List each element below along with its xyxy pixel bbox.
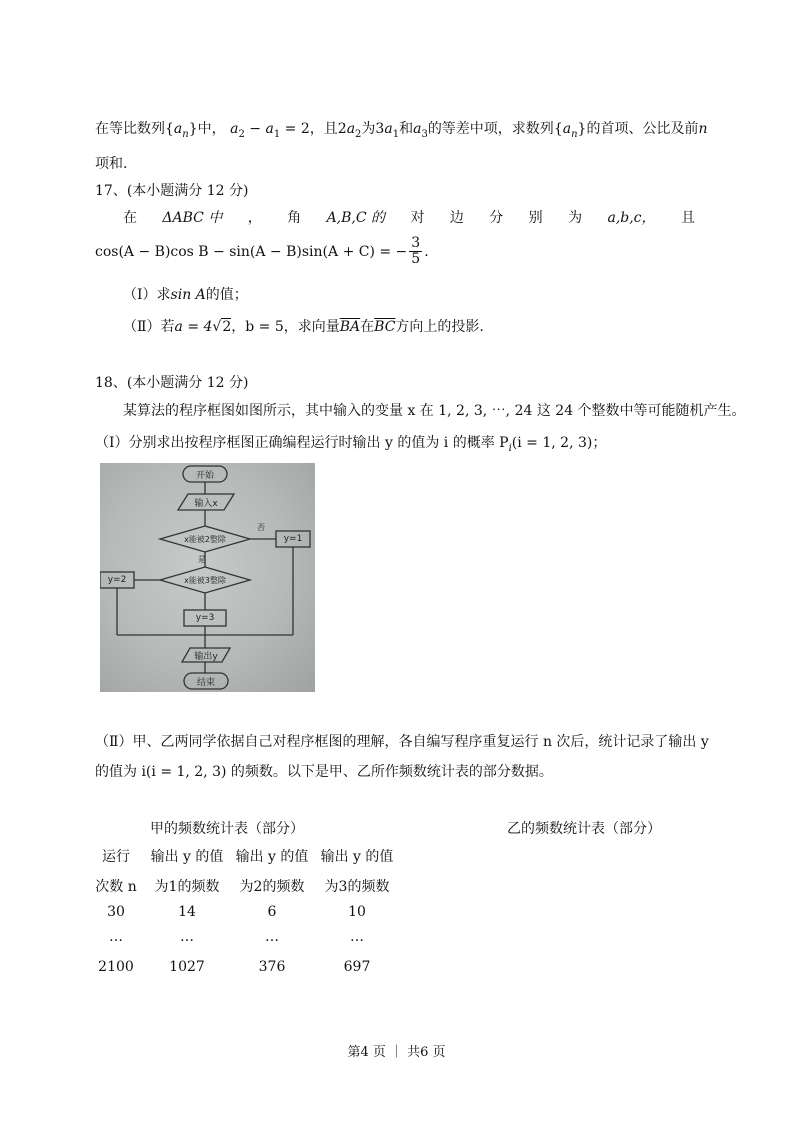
flow-out1: y=1 — [283, 534, 303, 544]
flow-cond2: x能被3整除 — [184, 575, 226, 585]
table-cell: … — [109, 929, 123, 945]
q17-part2: （Ⅱ）若a = 4√2，b = 5，求向量$\overline{BA}$在$\overline{BC}$方向上的投影. — [123, 319, 484, 335]
q17-header: 17、(本小题满分 12 分) — [95, 183, 249, 199]
q17-equation: cos(A − B)cos B − sin(A − B)sin(A + C) = − $\frac{3}{5}$ . — [95, 235, 429, 268]
fraction: $\frac{3}{5}$ — [411, 235, 421, 268]
table-cell: 10 — [348, 904, 366, 920]
q18-stem: 某算法的程序框图如图所示，其中输入的变量 x 在 1, 2, 3, ⋯, 24 这 24 个整数中等可能随机产生。 — [123, 403, 746, 419]
table-cell: 30 — [107, 904, 125, 920]
table-cell: 2100 — [98, 959, 134, 975]
table-cell: 697 — [343, 959, 371, 975]
q17-part1: （Ⅰ）求sin A的值； — [123, 287, 248, 303]
flow-end: 结束 — [196, 677, 215, 688]
table-cell: … — [265, 929, 279, 945]
flow-input: 输入x — [194, 498, 218, 509]
table-header-cell: 为1的频数 — [154, 879, 220, 895]
q16-line1: 在等比数列$\{a_n\}$中， $a_2 - a_1 = 2$，且$2a_2$为$3a_1$和$a_3$的等差中项，求数列$\{a_n\}$的首项、公比及前n — [95, 121, 708, 140]
table-header-cell: 输出 y 的值 — [235, 849, 309, 865]
table-header-cell: 为2的频数 — [239, 879, 305, 895]
flow-start: 开始 — [195, 470, 214, 481]
flow-cond1: x能被2整除 — [184, 534, 226, 544]
q18-part1: （Ⅰ）分别求出按程序框图正确编程运行时输出 y 的值为 i 的概率 $P_i(i = 1$, 2, 3)； — [95, 435, 607, 454]
table-header-cell: 次数 n — [95, 879, 137, 895]
table-header-cell: 运行 — [102, 849, 130, 865]
flow-out3: y=3 — [195, 613, 215, 623]
flow-yes-label: 是 — [198, 554, 206, 564]
q18-part2-line2: 的值为 i(i = 1, 2, 3) 的频数。以下是甲、乙所作频数统计表的部分数据。 — [95, 764, 553, 780]
flowchart-photo — [100, 463, 315, 692]
table-jia-title: 甲的频数统计表（部分） — [150, 821, 304, 837]
table-header-cell: 输出 y 的值 — [150, 849, 224, 865]
table-cell: 14 — [178, 904, 196, 920]
table-cell: 376 — [258, 959, 286, 975]
q17-stem-line: 在 ΔABC 中 ， 角 A,B,C 的 对 边 分 别 为 a,b,c， 且 — [123, 210, 695, 226]
table-yi-title: 乙的频数统计表（部分） — [507, 821, 661, 837]
q16-line2: 项和. — [95, 156, 128, 172]
table-cell: … — [180, 929, 194, 945]
flow-out2: y=2 — [107, 575, 127, 585]
table-cell: 1027 — [169, 959, 205, 975]
table-cell: … — [350, 929, 364, 945]
page-footer: 第4 页 ｜ 共6 页 — [347, 1045, 446, 1060]
flow-no-label: 否 — [257, 522, 265, 532]
q18-header: 18、(本小题满分 12 分) — [95, 375, 249, 391]
table-cell: 6 — [267, 904, 277, 920]
flow-output: 输出y — [194, 651, 218, 662]
table-header-cell: 输出 y 的值 — [320, 849, 394, 865]
q18-part2-line1: （Ⅱ）甲、乙两同学依据自己对程序框图的理解，各自编写程序重复运行 n 次后，统计记录了输出 y — [95, 734, 709, 750]
table-header-cell: 为3的频数 — [324, 879, 390, 895]
